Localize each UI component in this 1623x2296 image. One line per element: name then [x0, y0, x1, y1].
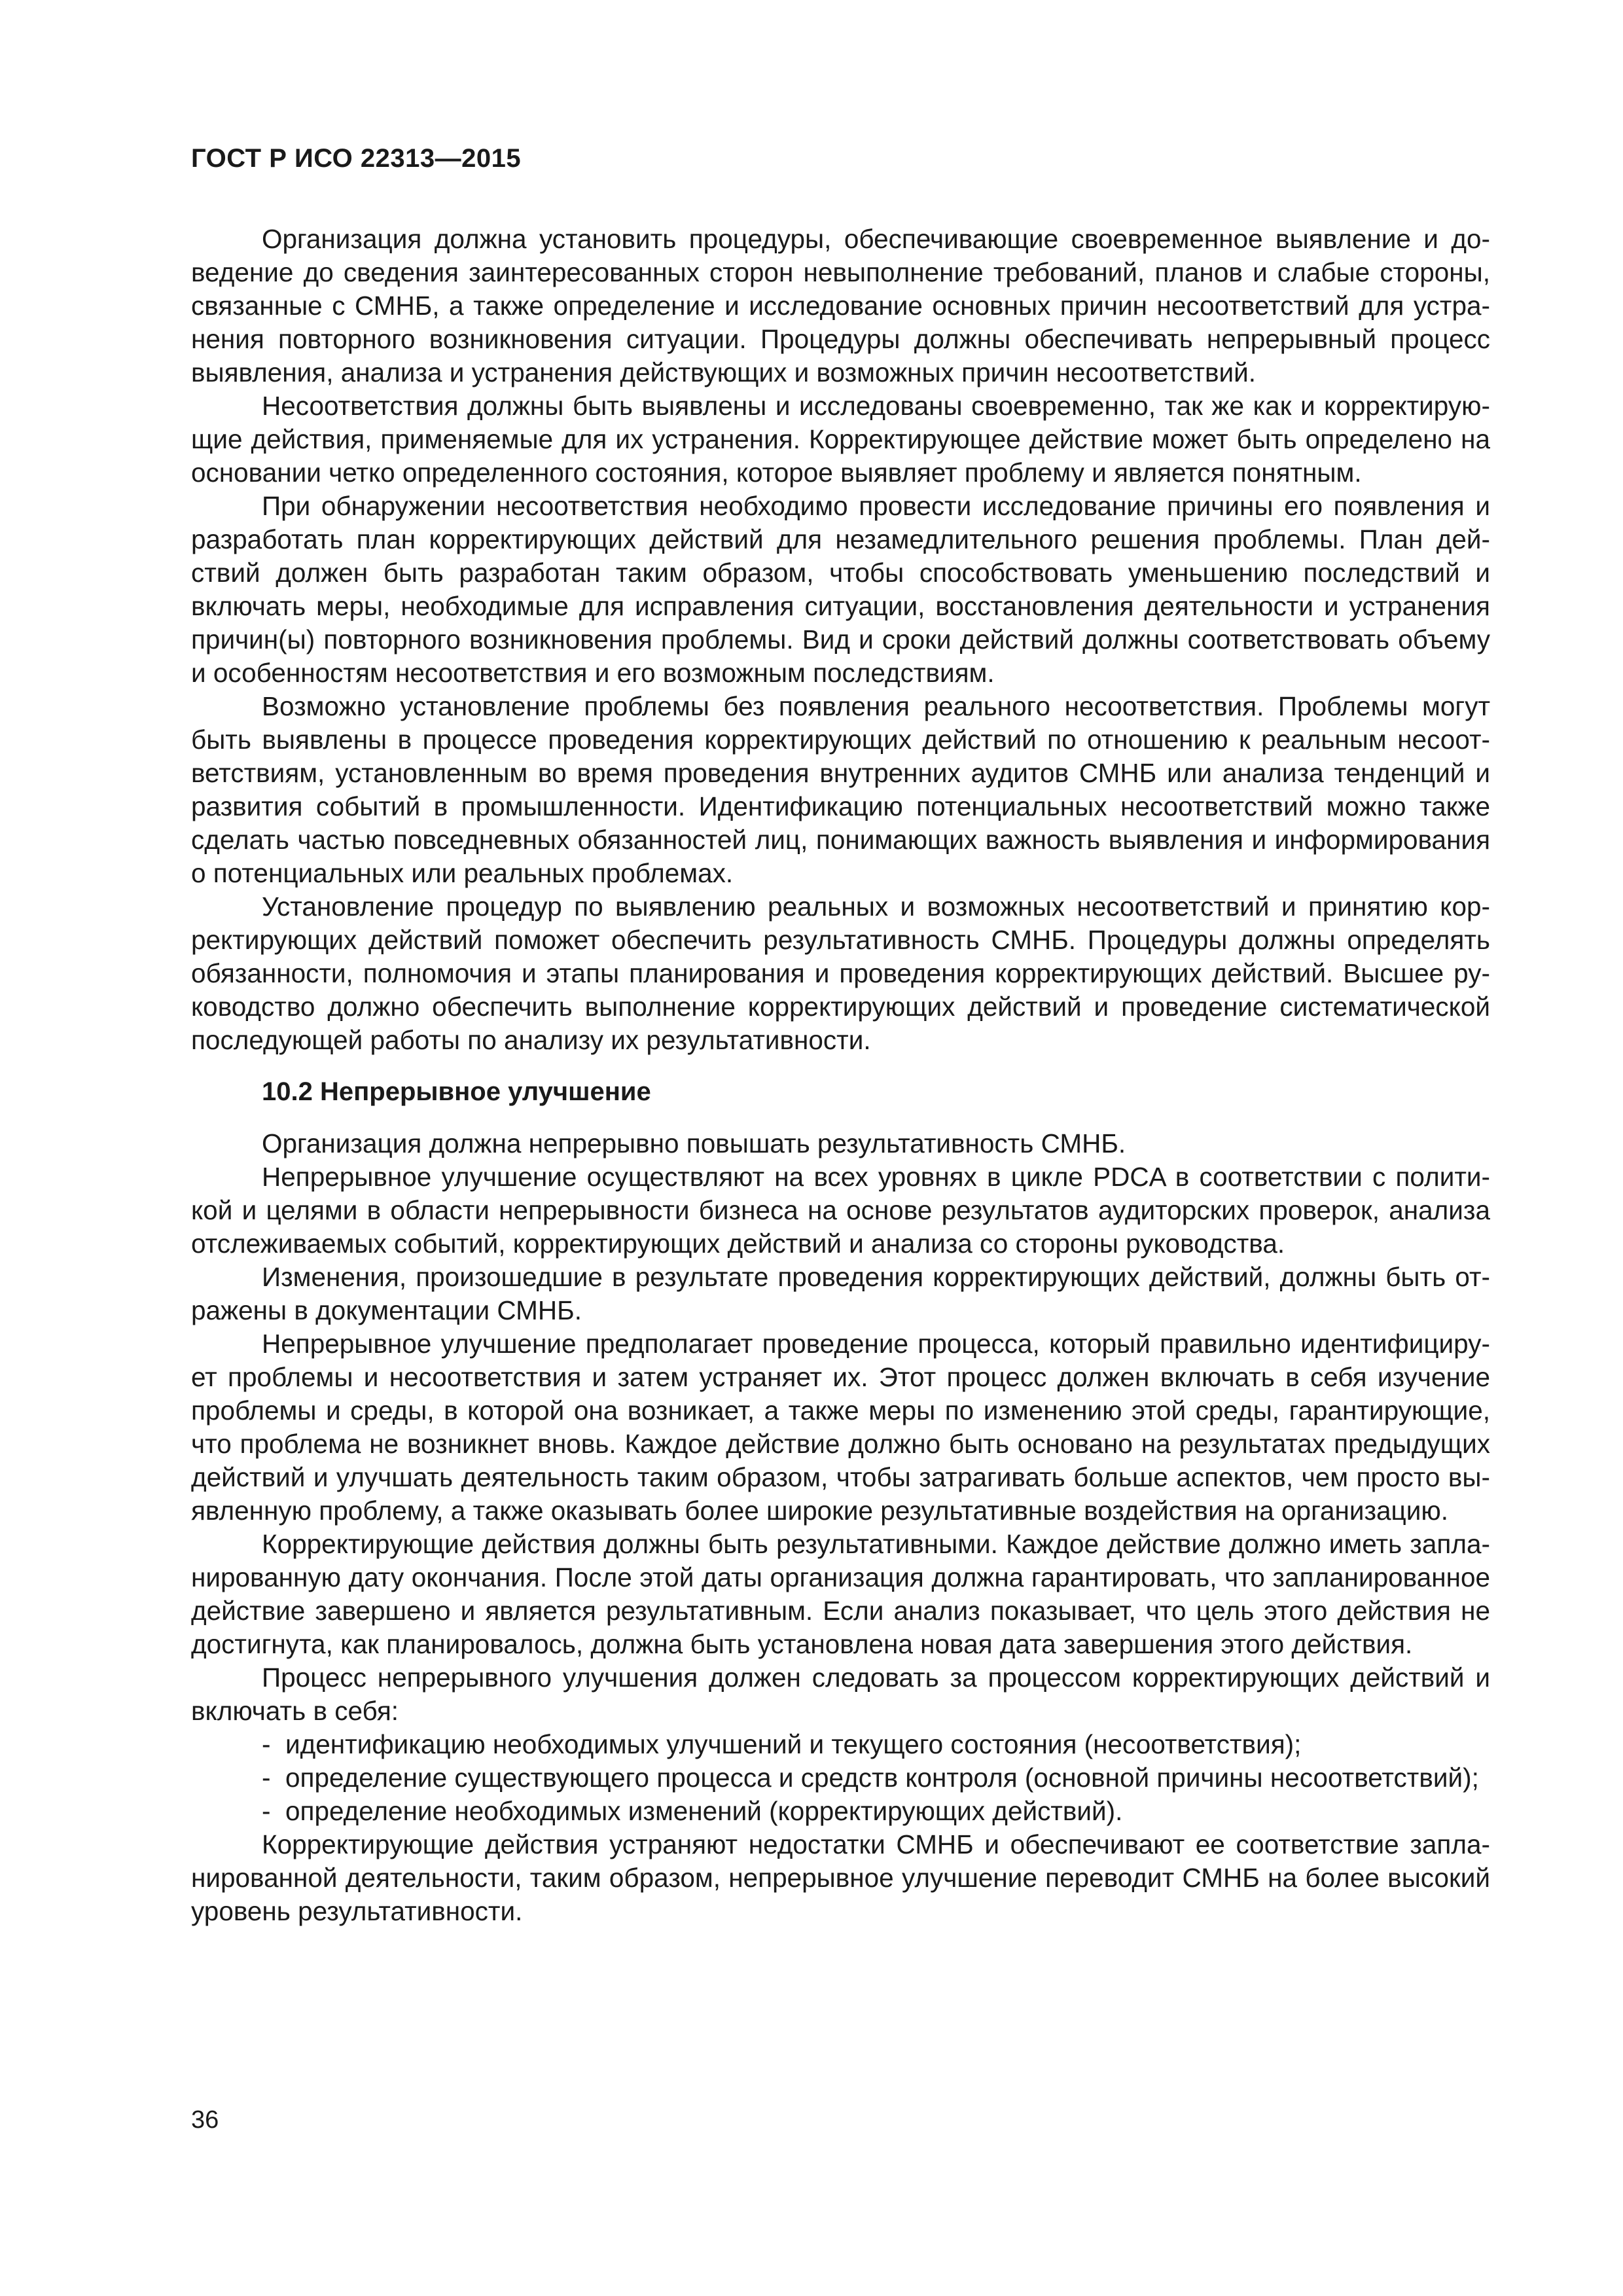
- paragraph: Организация должна установить процедуры, обеспечивающие своевременное выявление и доведение до сведения заинтересованных сторон невыполнение требований, планов и слабые стороны, связанные с СМНБ, а также определение и исследование основных причин несоответствий для устранения повторного возникновения ситуации. Процедуры должны обеспечивать непрерывный процесс выявления, анализа и устранения действующих и возможных причин несоответствий.: [191, 224, 1490, 387]
- paragraph: Установление процедур по выявлению реальных и возможных несоответствий и принятию корректирующих действий поможет обеспечить результативность СМНБ. Процедуры должны определять обязанности, полномочия и этапы планирования и проведения корректирующих действий. Высшее руководство должно обеспечить выполнение корректирующих действий и проведение систематической последующей работы по анализу их результативности.: [191, 891, 1490, 1055]
- document-header: ГОСТ Р ИСО 22313—2015: [191, 144, 522, 173]
- list-item: [262, 1761, 1490, 1795]
- section-intro: [191, 223, 1490, 1057]
- list-item-text: идентификацию необходимых улучшений и текущего состояния (несоответствия);: [285, 1729, 1302, 1759]
- list-item-text: определение существующего процесса и средств контроля (основной причины несоответствий);: [285, 1763, 1479, 1793]
- paragraph: Организация должна непрерывно повышать результативность СМНБ.: [262, 1128, 1126, 1158]
- paragraph: Изменения, произошедшие в результате проведения корректирующих действий, должны быть отражены в документации СМНБ.: [191, 1262, 1490, 1325]
- paragraph: Возможно установление проблемы без появления реального несоответствия. Проблемы могут быть выявлены в процессе проведения корректирующих действий по отношению к реальным несоответствиям, установленным во время проведения внутренних аудитов СМНБ или анализа тенденций и развития событий в промышленности. Идентификацию потенциальных несоответствий можно также сделать частью повседневных обязанностей лиц, понимающих важность выявления и информирования о потенциальных или реальных проблемах.: [191, 691, 1490, 888]
- page-number: 36: [191, 2106, 219, 2134]
- section-10-2: [191, 1127, 1490, 1928]
- paragraph: Непрерывное улучшение предполагает проведение процесса, который правильно идентифицирует проблемы и несоответствия и затем устраняет их. Этот процесс должен включать в себя изучение проблемы и среды, в которой она возникает, а также меры по изменению этой среды, гарантирующие, что проблема не возникнет вновь. Каждое действие должно быть основано на результатах предыдущих действий и улучшать деятельность таким образом, чтобы затрагивать больше аспектов, чем просто выявленную проблему, а также оказывать более широкие результативные воздействия на организацию.: [191, 1329, 1490, 1526]
- paragraph: Корректирующие действия должны быть результативными. Каждое действие должно иметь запланированную дату окончания. После этой даты организация должна гарантировать, что запланированное действие завершено и является результативным. Если анализ показывает, что цель этого действия не достигнута, как планировалось, должна быть установлена новая дата завершения этого действия.: [191, 1529, 1490, 1659]
- section-heading: 10.2 Непрерывное улучшение: [262, 1077, 651, 1106]
- list-marker: -: [262, 1729, 271, 1759]
- list-item: [262, 1728, 1490, 1761]
- paragraph: При обнаружении несоответствия необходимо провести исследование причины его появления и разработать план корректирующих действий для незамедлительного решения проблемы. План действий должен быть разработан таким образом, чтобы способствовать уменьшению последствий и включать меры, необходимые для исправления ситуации, восстановления деятельности и устранения причин(ы) повторного возникновения проблемы. Вид и сроки действий должны соответствовать объему и особенностям несоответствия и его возможным последствиям.: [191, 491, 1490, 688]
- list-marker: -: [262, 1763, 271, 1793]
- paragraph: Непрерывное улучшение осуществляют на всех уровнях в цикле PDCA в соответствии с политикой и целями в области непрерывности бизнеса на основе результатов аудиторских проверок, анализа отслеживаемых событий, корректирующих действий и анализа со стороны руководства.: [191, 1162, 1490, 1259]
- list-marker: -: [262, 1796, 271, 1826]
- bullet-list: [191, 1728, 1490, 1828]
- paragraph: Процесс непрерывного улучшения должен следовать за процессом корректирующих действий и включать в себя:: [191, 1662, 1490, 1726]
- list-item: [262, 1795, 1490, 1828]
- document-body: [191, 223, 1490, 1928]
- paragraph: Корректирующие действия устраняют недостатки СМНБ и обеспечивают ее соответствие запланированной деятельности, таким образом, непрерывное улучшение переводит СМНБ на более высокий уровень результативности.: [191, 1829, 1490, 1926]
- paragraph: Несоответствия должны быть выявлены и исследованы своевременно, так же как и корректирующие действия, применяемые для их устранения. Корректирующее действие может быть определено на основании четко определенного состояния, которое выявляет проблему и является понятным.: [191, 391, 1490, 488]
- list-item-text: определение необходимых изменений (корректирующих действий).: [285, 1796, 1123, 1826]
